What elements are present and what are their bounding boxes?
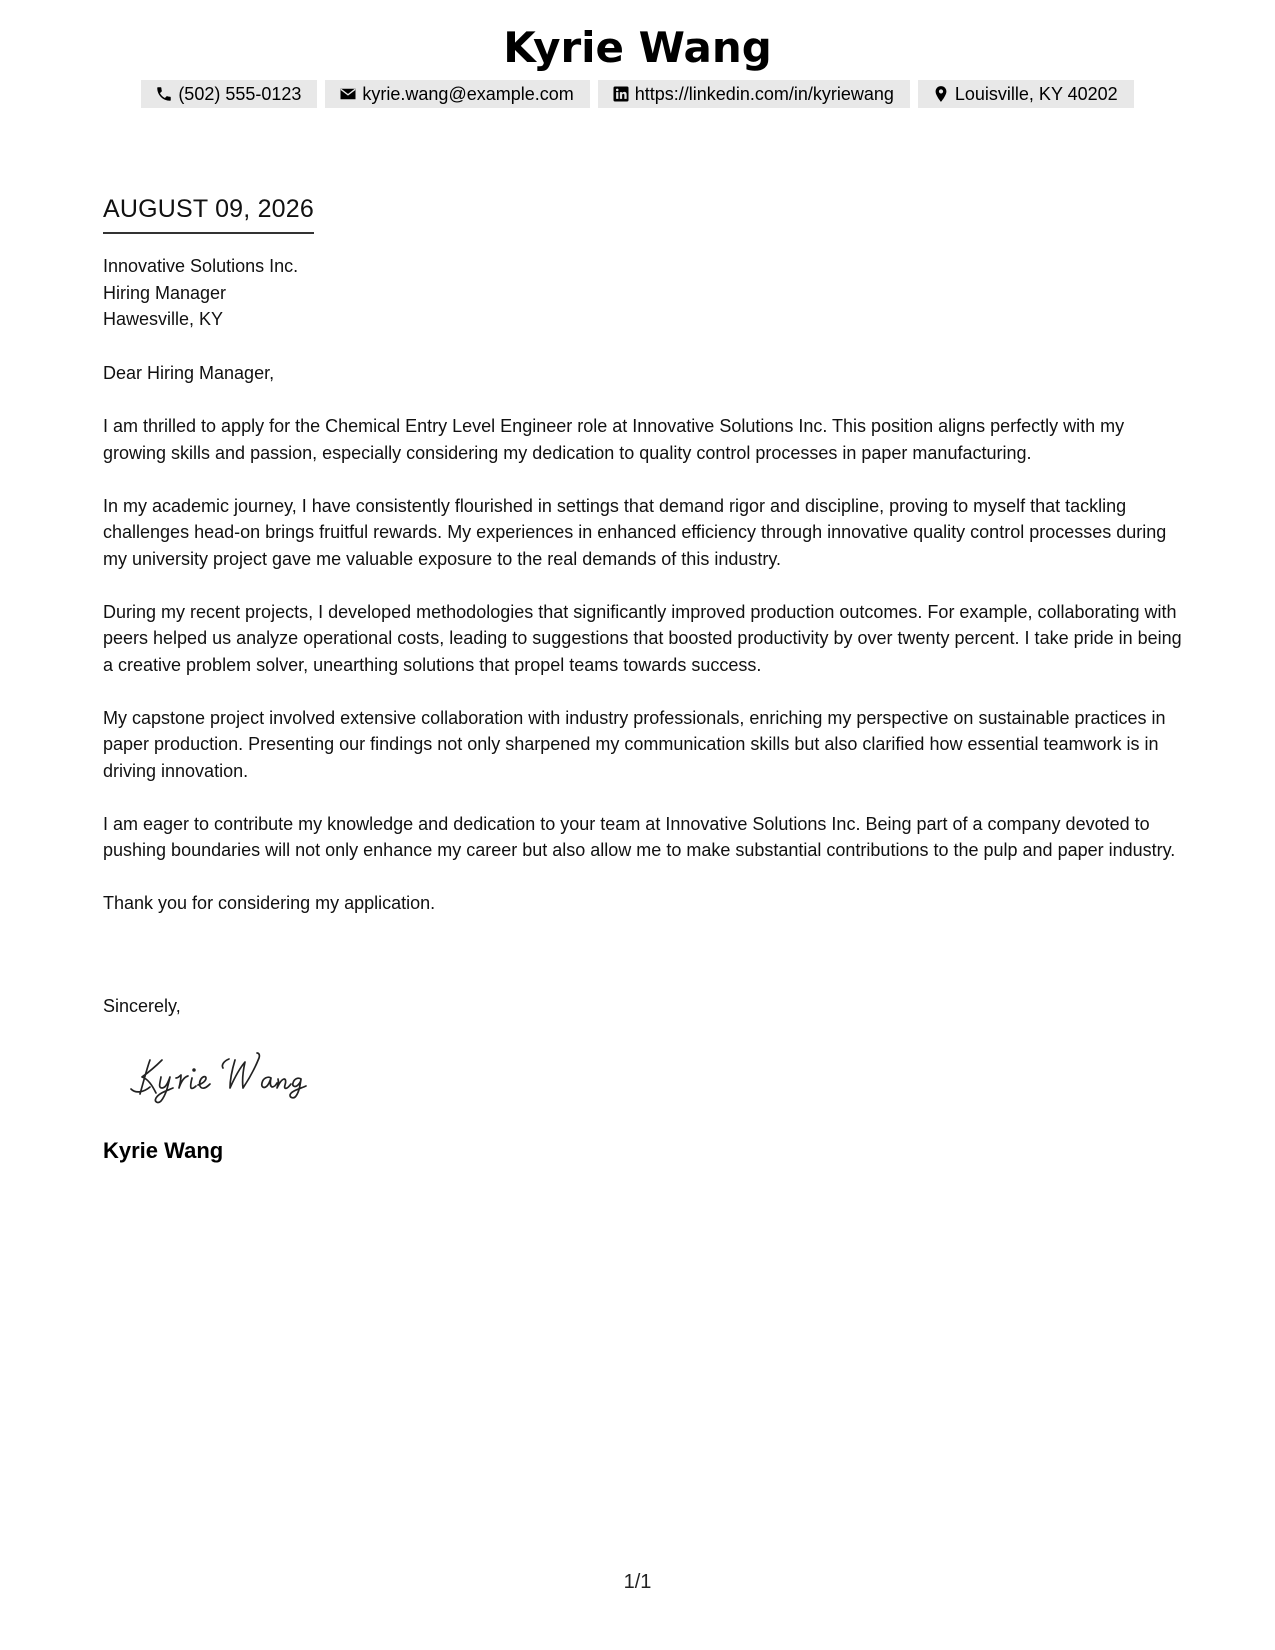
body-paragraph-4: My capstone project involved extensive collaboration with industry professionals, enriching my perspective on sustainable practices in paper production. Presenting our findings not only sharpened my communication skills but also clarified how essential teamwork is in driving innovation. bbox=[103, 707, 1166, 781]
contact-email[interactable] bbox=[325, 80, 589, 108]
map-pin-icon bbox=[932, 85, 950, 103]
thank-you-line: Thank you for considering my application. bbox=[103, 893, 436, 913]
envelope-icon bbox=[339, 85, 357, 103]
salutation: Dear Hiring Manager, bbox=[103, 363, 275, 383]
body-paragraph-3: During my recent projects, I developed methodologies that significantly improved production outcomes. For example, collaborating with peers helped us analyze operational costs, leading to suggestions that boosted productivity by over twenty percent. I take pride in being a creative problem solver, unearthing solutions that propel teams towards success. bbox=[103, 601, 1182, 675]
signer-name: Kyrie Wang bbox=[103, 1138, 224, 1163]
contact-phone[interactable] bbox=[141, 80, 317, 108]
letter-date: AUGUST 09, 2026 bbox=[103, 192, 314, 234]
applicant-name-header: Kyrie Wang bbox=[503, 23, 772, 72]
contact-linkedin[interactable] bbox=[598, 80, 910, 108]
page-number: 1/1 bbox=[623, 1571, 652, 1593]
letter-body bbox=[103, 360, 1183, 943]
recipient-title: Hiring Manager bbox=[103, 282, 227, 303]
body-paragraph-5: I am eager to contribute my knowledge and dedication to your team at Innovative Solutions Inc. Being part of a company devoted to pushing boundaries will not only enhance my career but also allow me to make substantial contributions to the pulp and paper industry. bbox=[103, 813, 1176, 860]
email-text: kyrie.wang@example.com bbox=[362, 83, 574, 104]
body-paragraph-2: In my academic journey, I have consistently flourished in settings that demand rigor and discipline, proving to myself that tackling challenges head-on brings fruitful rewards. My experiences in enhanced efficiency through innovative quality control processes during my university project gave me valuable exposure to the real demands of this industry. bbox=[103, 495, 1167, 569]
recipient-location: Hawesville, KY bbox=[103, 309, 224, 329]
location-text: Louisville, KY 40202 bbox=[954, 83, 1118, 104]
phone-icon bbox=[155, 85, 173, 103]
recipient-company: Innovative Solutions Inc. bbox=[103, 256, 299, 276]
phone-text: (502) 555-0123 bbox=[178, 83, 302, 104]
linkedin-icon bbox=[612, 85, 630, 103]
handwritten-signature bbox=[128, 1048, 338, 1106]
linkedin-text: https://linkedin.com/in/kyriewang bbox=[634, 83, 894, 104]
recipient-block bbox=[103, 253, 298, 333]
contact-info-bar bbox=[0, 80, 1275, 108]
contact-location[interactable] bbox=[918, 80, 1134, 108]
valediction: Sincerely, bbox=[103, 996, 181, 1016]
body-paragraph-1: I am thrilled to apply for the Chemical Entry Level Engineer role at Innovative Solutions Inc. This position aligns perfectly with my growing skills and passion, especially considering my dedication to quality control processes in paper manufacturing. bbox=[103, 416, 1125, 463]
